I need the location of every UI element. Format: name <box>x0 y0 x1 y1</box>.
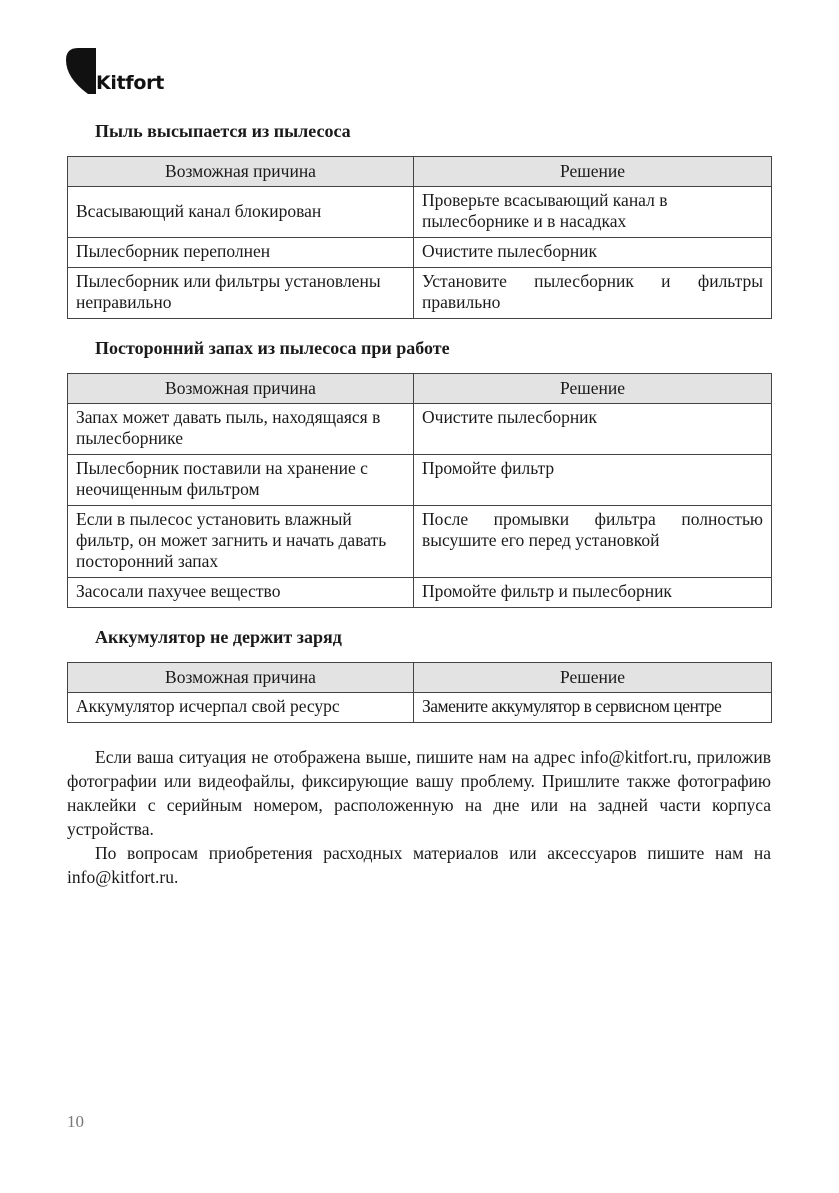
cause-cell: Если в пылесос установить влажный фильтр, он может загнить и начать давать посторонний запах <box>68 506 414 578</box>
column-header-cause: Возможная причина <box>68 663 414 693</box>
cause-cell: Запах может давать пыль, находящаяся в пылесборнике <box>68 404 414 455</box>
troubleshooting-table <box>67 373 772 608</box>
accessories-paragraph: По вопросам приобретения расходных материалов или аксессуаров пишите нам на info@kitfort.ru. <box>67 843 771 887</box>
brand-name: Kitfort <box>96 72 164 94</box>
solution-cell: Промойте фильтр <box>414 455 772 506</box>
column-header-cause: Возможная причина <box>68 157 414 187</box>
table-row <box>68 404 772 455</box>
solution-cell: Замените аккумулятор в сервисном центре <box>414 693 772 723</box>
page-number: 10 <box>67 1112 84 1131</box>
solution-cell: Промойте фильтр и пылесборник <box>414 578 772 608</box>
table-header-row <box>68 374 772 404</box>
contact-paragraph: Если ваша ситуация не отображена выше, пишите нам на адрес info@kitfort.ru, приложив фотографии или видеофайлы, фиксирующие вашу проблему. Пришлите также фотографию наклейки с серийным номером, расположенную на дне или на задней части корпуса устройства. <box>67 747 771 839</box>
table-header-row <box>68 663 772 693</box>
kitfort-logo <box>66 48 186 98</box>
solution-cell: Очистите пылесборник <box>414 238 772 268</box>
column-header-solution: Решение <box>414 663 772 693</box>
cause-cell: Аккумулятор исчерпал свой ресурс <box>68 693 414 723</box>
table-row <box>68 268 772 319</box>
section-title: Аккумулятор не держит заряд <box>95 627 342 647</box>
solution-cell: Очистите пылесборник <box>414 404 772 455</box>
column-header-cause: Возможная причина <box>68 374 414 404</box>
page-content <box>67 120 771 889</box>
column-header-solution: Решение <box>414 157 772 187</box>
cause-cell: Пылесборник или фильтры установлены неправильно <box>68 268 414 319</box>
table-row <box>68 693 772 723</box>
column-header-solution: Решение <box>414 374 772 404</box>
solution-cell: Установите пылесборник и фильтры правильно <box>414 268 772 319</box>
section-title: Пыль высыпается из пылесоса <box>95 121 351 141</box>
kitfort-logo-mark-icon <box>66 48 96 94</box>
section-title: Посторонний запах из пылесоса при работе <box>95 338 450 358</box>
table-row <box>68 506 772 578</box>
troubleshooting-table <box>67 662 772 723</box>
cause-cell: Пылесборник поставили на хранение с неочищенным фильтром <box>68 455 414 506</box>
troubleshooting-table <box>67 156 772 319</box>
table-row <box>68 187 772 238</box>
solution-cell: Проверьте всасывающий канал в пылесборнике и в насадках <box>414 187 772 238</box>
table-header-row <box>68 157 772 187</box>
cause-cell: Засосали пахучее вещество <box>68 578 414 608</box>
table-row <box>68 578 772 608</box>
cause-cell: Пылесборник переполнен <box>68 238 414 268</box>
cause-cell: Всасывающий канал блокирован <box>68 187 414 238</box>
table-row <box>68 238 772 268</box>
solution-cell: После промывки фильтра полностью высушите его перед установкой <box>414 506 772 578</box>
table-row <box>68 455 772 506</box>
